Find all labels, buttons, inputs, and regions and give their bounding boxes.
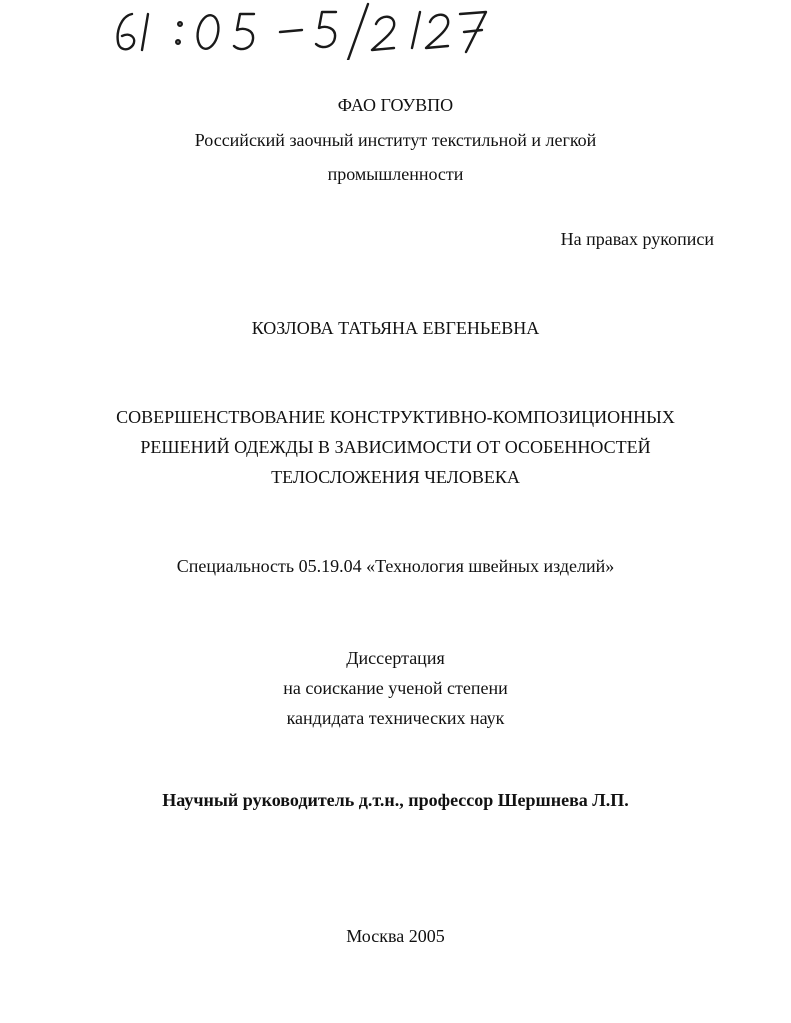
dissertation-title-line-1: СОВЕРШЕНСТВОВАНИЕ КОНСТРУКТИВНО-КОМПОЗИЦИОННЫХ bbox=[116, 407, 675, 427]
specialty-line: Специальность 05.19.04 «Технология швейных изделий» bbox=[176, 556, 615, 576]
degree-line-1: Диссертация bbox=[346, 648, 445, 668]
author-name: КОЗЛОВА ТАТЬЯНА ЕВГЕНЬЕВНА bbox=[251, 318, 540, 338]
institute-name-line-2: промышленности bbox=[327, 164, 464, 184]
degree-line-3: кандидата технических наук bbox=[286, 708, 505, 728]
degree-line-2: на соискание ученой степени bbox=[283, 678, 508, 698]
handwritten-stamp-drawing bbox=[108, 0, 508, 60]
institute-name-line-1: Российский заочный институт текстильной и легкой bbox=[194, 130, 597, 150]
scientific-supervisor: Научный руководитель д.т.н., профессор Шершнева Л.П. bbox=[162, 790, 629, 810]
dissertation-title-line-2: РЕШЕНИЙ ОДЕЖДЫ В ЗАВИСИМОСТИ ОТ ОСОБЕННОСТЕЙ bbox=[140, 437, 651, 457]
organization-abbreviation: ФАО ГОУВПО bbox=[337, 95, 454, 115]
rights-note: На правах рукописи bbox=[560, 229, 714, 249]
handwritten-catalog-stamp bbox=[108, 0, 508, 60]
city-and-year: Москва 2005 bbox=[346, 926, 445, 946]
dissertation-title-line-3: ТЕЛОСЛОЖЕНИЯ ЧЕЛОВЕКА bbox=[271, 467, 520, 487]
